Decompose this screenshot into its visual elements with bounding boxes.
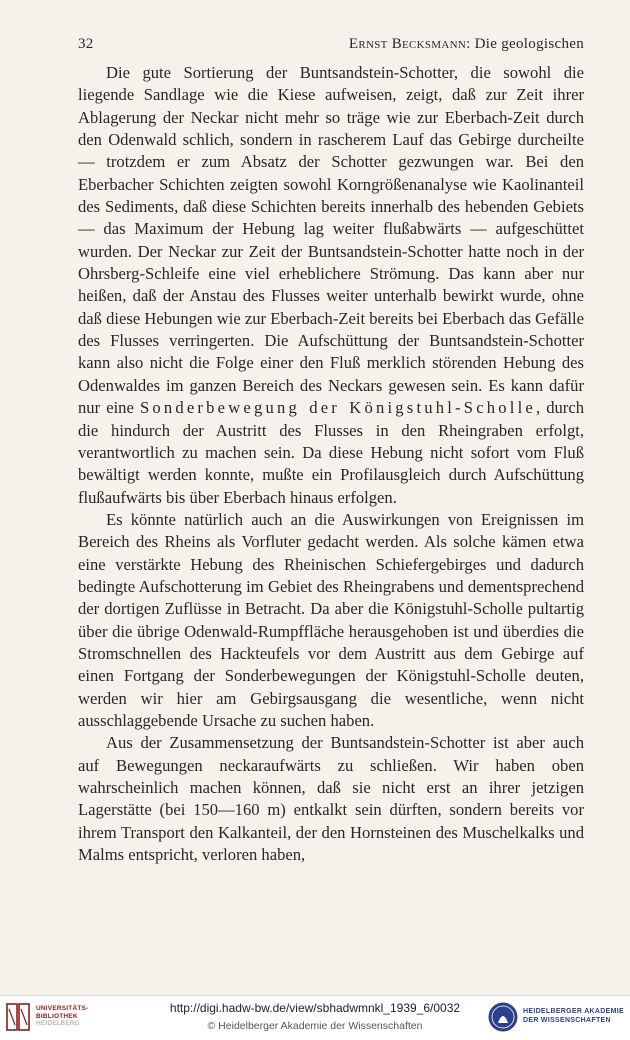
running-title: [349, 36, 584, 53]
university-line-2: BIBLIOTHEK: [36, 1012, 78, 1020]
academy-line-1: HEIDELBERGER AKADEMIE: [523, 1008, 624, 1015]
academy-name: [523, 1007, 624, 1025]
author-name: Ernst Becksmann: [348, 36, 467, 52]
paragraph-1: [78, 62, 584, 509]
paragraph-3: Aus der Zusammensetzung der Buntsandstein-Schotter ist aber auch auf Bewegungen neckaraufwärts zu schließen. Wir haben oben wahrscheinlich machen können, daß sie nicht erst an ihrer jetzigen Lagerstätte (bei 150—160 m) entkalkt sein dürften, sondern bereits vor ihrem Transport den Kalkanteil, der den Hornsteinen des Muschelkalks und Malms entspricht, verloren haben,: [78, 733, 584, 865]
emphasized-text: Sonderbewegung der Königstuhl-Scholle: [139, 398, 536, 418]
paragraph-1-part2: , durch die hindurch der Austritt des Flusses in den Rheingraben erfolgt, verantwortlich zu machen sein. Da diese Hebung nicht sofort vom Fluß bewältigt werden konnte, mußte ein Profilausgleich durch Aufschüttung flußaufwärts bis über Eberbach hinaus erfolgen.: [78, 398, 584, 507]
body-text: [78, 62, 584, 866]
title-rest: : Die geologischen: [466, 36, 584, 52]
university-line-3: HEIDELBERG: [36, 1020, 80, 1027]
running-header: [78, 36, 584, 58]
paragraph-2: Es könnte natürlich auch an die Auswirkungen von Ereignissen im Bereich des Rheins als Vorfluter gedacht werden. Als solche kämen etwa eine verstärkte Hebung des Rheinischen Schiefergebirges und dadurch bedingte Aufschotterung im Gebiet des Rheingrabens und dementsprechend der dortigen Zuflüsse in Betracht. Da aber die Königstuhl-Scholle pultartig über die übrige Odenwald-Rumpffläche herausgehoben ist und überdies die Stromschnellen des Hackteufels vor dem Austritt aus dem Gebirge auf einen Fortgang der Sonderbewegungen der Königstuhl-Scholle deuten, werden wir hier am Gebirgsausgang die wesentliche, wenn nicht ausschlaggebende Ursache zu suchen haben.: [78, 509, 584, 730]
academy-line-2: DER WISSENSCHAFTEN: [523, 1017, 611, 1024]
page-number: 32: [78, 36, 94, 52]
permalink-url[interactable]: http://digi.hadw-bw.de/view/sbhadwmnkl_1939_6/0032: [169, 1001, 461, 1015]
university-line-1: UNIVERSITÄTS-: [36, 1005, 89, 1012]
copyright-notice: © Heidelberger Akademie der Wissenschaften: [207, 1020, 423, 1032]
digitization-footer: [0, 995, 630, 1040]
academy-seal-icon[interactable]: [487, 1001, 519, 1033]
paragraph-1-part1: Die gute Sortierung der Buntsandstein-Schotter, die sowohl die liegende Sandlage wie die Kiese aufweisen, zeigt, daß zur Zeit ihrer Ablagerung der Neckar nicht mehr so träge wie zur Eberbach-Zeit durch den Odenwald schlich, sondern in rascherem Lauf das Gebirge durcheilte — trotzdem er zum Absatz der Schotter gezwungen war. Bei den Eberbacher Schichten zeigten sowohl Korngrößenanalyse wie Kaolinanteil des Sediments, daß diese Schichten bereits innerhalb des hebenden Gebiets — das Maximum der Hebung lag weiter flußabwärts — aufgeschüttet wurden. Der Neckar zur Zeit der Buntsandstein-Schotter hatte noch in der Ohrsberg-Schleife eine viel erheblichere Strömung. Das kann aber nur heißen, daß der Anstau des Flusses weiter unterhalb bewirkt wurde, ohne daß diese Hebungen wie zur Eberbach-Zeit bereits bei Eberbach das Gefälle des Flusses verringerten. Die Aufschüttung der Buntsandstein-Schotter kann also nicht die Folge einer den Fluß merklich störenden Hebung des Odenwaldes im ganzen Bereich des Neckars gewesen sein. Es kann dafür nur eine: [78, 63, 584, 418]
